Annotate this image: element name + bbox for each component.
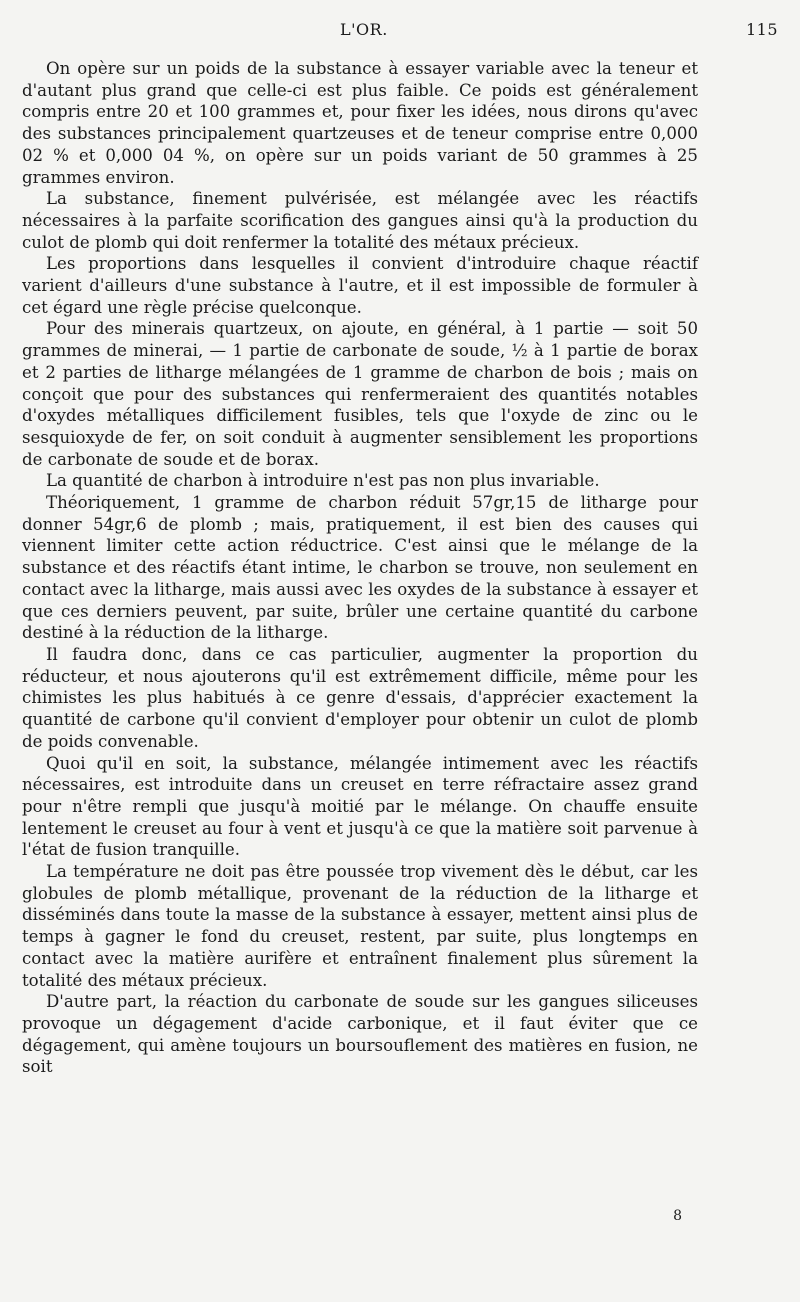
paragraph: On opère sur un poids de la substance à essayer variable avec la teneur et d'autant plus grand que celle-ci est plus faible. Ce poids est généralement compris entre 20 et 100 grammes et, pour fixer les idées, nous dirons qu'avec des substances principalement quartzeuses et de teneur comprise entre 0,000 02 % et 0,000 04 %, on opère sur un poids variant de 50 grammes à 25 grammes environ. xyxy=(22,59,698,187)
body-text xyxy=(22,58,698,1078)
paragraph: La substance, finement pulvérisée, est mélangée avec les réactifs nécessaires à la parfaite scorification des gangues ainsi qu'à la production du culot de plomb qui doit renfermer la totalité des métaux précieux. xyxy=(22,189,698,252)
page-number: 115 xyxy=(745,20,778,39)
running-title: L'OR. xyxy=(340,20,388,39)
paragraph: D'autre part, la réaction du carbonate de soude sur les gangues siliceuses provoque un dégagement d'acide carbonique, et il faut éviter que ce dégagement, qui amène toujours un boursouflement des matières en fusion, ne soit xyxy=(22,992,698,1077)
paragraph: Quoi qu'il en soit, la substance, mélangée intimement avec les réactifs nécessaires, est introduite dans un creuset en terre réfractaire assez grand pour n'être rempli que jusqu'à moitié par le mélange. On chauffe ensuite lentement le creuset au four à vent et jusqu'à ce que la matière soit parvenue à l'état de fusion tranquille. xyxy=(22,753,698,860)
paragraph: La quantité de charbon à introduire n'est pas non plus invariable. xyxy=(46,471,600,491)
paragraph: La température ne doit pas être poussée trop vivement dès le début, car les globules de plomb métallique, provenant de la réduction de la litharge et disséminés dans toute la masse de la substance à essayer, mettent ainsi plus de temps à gagner le fond du creuset, restent, par suite, plus longtemps en contact avec la matière aurifère et entraînent finalement plus sûrement la totalité des métaux précieux. xyxy=(22,862,698,990)
paragraph: Il faudra donc, dans ce cas particulier, augmenter la proportion du réducteur, et nous ajouterons qu'il est extrêmement difficile, même pour les chimistes les plus habitués à ce genre d'essais, d'apprécier exactement la quantité de carbone qu'il convient d'employer pour obtenir un culot de plomb de poids convenable. xyxy=(22,644,698,751)
page-header xyxy=(22,20,778,44)
paragraph: Théoriquement, 1 gramme de charbon réduit 57gr,15 de litharge pour donner 54gr,6 de plomb ; mais, pratiquement, il est bien des causes qui viennent limiter cette action réductrice. C'est ainsi que le mélange de la substance et des réactifs étant intime, le charbon se trouve, non seulement en contact avec la litharge, mais aussi avec les oxydes de la substance à essayer et que ces derniers peuvent, par suite, brûler une certaine quantité du carbone destiné à la réduction de la litharge. xyxy=(22,493,698,643)
paragraph: Les proportions dans lesquelles il convient d'introduire chaque réactif varient d'ailleurs d'une substance à l'autre, et il est impossible de formuler à cet égard une règle précise quelconque. xyxy=(22,254,698,317)
paragraph: Pour des minerais quartzeux, on ajoute, en général, à 1 partie — soit 50 grammes de minerai, — 1 partie de carbonate de soude, ½ à 1 partie de borax et 2 parties de litharge mélangées de 1 gramme de charbon de bois ; mais on conçoit que pour des substances qui renfermeraient des quantités notables d'oxydes métalliques difficilement fusibles, tels que l'oxyde de zinc ou le sesquioxyde de fer, on soit conduit à augmenter sensiblement les proportions de carbonate de soude et de borax. xyxy=(22,319,698,469)
signature-mark: 8 xyxy=(673,1208,682,1224)
